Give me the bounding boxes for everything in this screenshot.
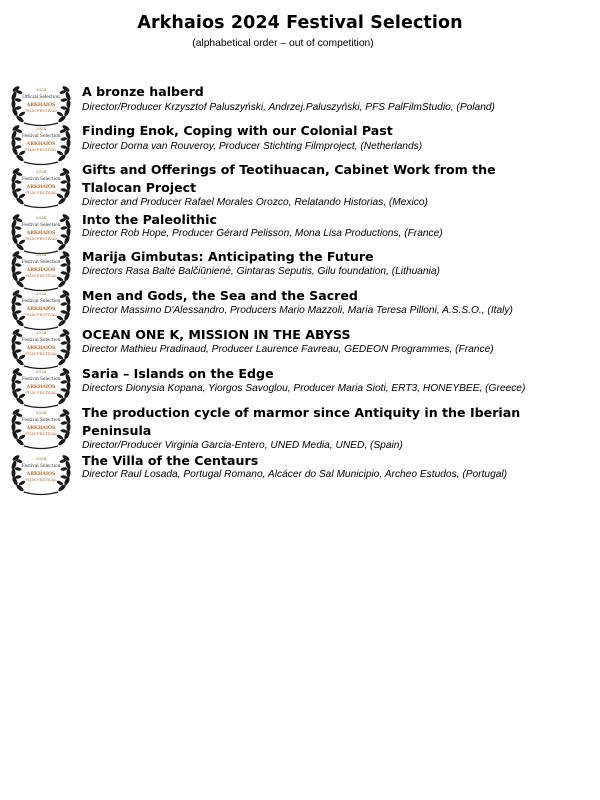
svg-text:2024: 2024 [35,291,47,296]
svg-text:ARKHAIOS: ARKHAIOS [26,231,56,236]
film-credits: Director Mathieu Pradinaud, Producer Laurence Favreau, GEDEON Programmes, (France) [82,344,494,355]
svg-text:Festival Selection: Festival Selection [21,377,61,382]
svg-text:Festival Selection: Festival Selection [21,223,61,228]
festival-laurel-icon [10,365,72,409]
svg-text:2024: 2024 [35,169,47,174]
svg-text:2024: 2024 [35,456,47,461]
festival-laurel-icon [10,165,72,209]
svg-text:FILM FESTIVAL: FILM FESTIVAL [25,236,57,241]
svg-text:FILM FESTIVAL: FILM FESTIVAL [25,351,57,356]
film-credits: Director Massimo D'Alessandro, Producers Mario Mazzoli, Maria Teresa Pilloni, A.S.S.O., (Italy) [82,305,513,316]
festival-laurel-icon [10,452,72,496]
film-title: Gifts and Offerings of Teotihuacan, Cabinet Work from the Tlalocan Project [82,162,496,195]
svg-text:ARKHAIOS: ARKHAIOS [26,307,56,312]
svg-text:FILM FESTIVAL: FILM FESTIVAL [25,273,57,278]
svg-text:ARKHAIOS: ARKHAIOS [26,426,56,431]
film-credits: Director Rob Hope, Producer Gérard Pelisson, Mona Lisa Productions, (France) [82,228,443,239]
svg-text:Festival Selection: Festival Selection [21,134,61,139]
film-title: A bronze halberd [82,84,204,99]
svg-text:ARKHAIOS: ARKHAIOS [26,268,56,273]
svg-text:2024: 2024 [35,252,47,257]
svg-text:ARKHAIOS: ARKHAIOS [26,185,56,190]
svg-text:FILM FESTIVAL: FILM FESTIVAL [25,312,57,317]
svg-text:FILM FESTIVAL: FILM FESTIVAL [25,147,57,152]
festival-laurel-icon [10,287,72,331]
svg-text:Festival Selection: Festival Selection [21,338,61,343]
page-title: Arkhaios 2024 Festival Selection [137,13,463,33]
svg-text:ARKHAIOS: ARKHAIOS [26,103,56,108]
film-title: The production cycle of marmor since Antiquity in the Iberian Peninsula [82,405,521,438]
svg-text:FILM FESTIVAL: FILM FESTIVAL [25,431,57,436]
svg-text:Festival Selection: Festival Selection [21,260,61,265]
svg-text:FILM FESTIVAL: FILM FESTIVAL [25,477,57,482]
svg-text:ARKHAIOS: ARKHAIOS [26,346,56,351]
film-credits: Director/Producer Krzysztof Paluszyński, Andrzej.Paluszyński, PFS PalFilmStudio, (Poland) [82,102,495,113]
svg-text:2024: 2024 [35,87,47,92]
film-credits: Director/Producer Virginia Garcia-Entero, UNED Media, UNED, (Spain) [82,440,403,451]
film-title: Into the Paleolithic [82,212,217,227]
festival-laurel-icon [10,83,72,127]
svg-text:FILM FESTIVAL: FILM FESTIVAL [25,108,57,113]
film-credits: Director and Producer Rafael Morales Orozco, Relatando Historias, (Mexico) [82,197,428,208]
svg-text:FILM FESTIVAL: FILM FESTIVAL [25,390,57,395]
film-title: Finding Enok, Coping with our Colonial Past [82,123,393,138]
film-title: Men and Gods, the Sea and the Sacred [82,288,358,303]
page-subtitle: (alphabetical order – out of competition) [192,38,374,49]
svg-text:FILM FESTIVAL: FILM FESTIVAL [25,190,57,195]
film-credits: Directors Dionysia Kopana, Yiorgos Savoglou, Producer Maria Sioti, ERT3, HONEYBEE, (Greece) [82,383,526,394]
festival-laurel-icon [10,326,72,370]
film-credits: Director Raul Losada, Portugal Romano, Alcácer do Sal Municipio, Archeo Estudos, (Portugal) [82,469,508,480]
film-title: Saria – Islands on the Edge [82,366,274,381]
festival-laurel-icon [10,122,72,166]
film-title: OCEAN ONE K, MISSION IN THE ABYSS [82,327,351,342]
svg-text:2024: 2024 [35,126,47,131]
svg-text:2024: 2024 [35,410,47,415]
svg-text:Festival Selection: Festival Selection [21,464,61,469]
film-title: Marija Gimbutas: Anticipating the Future [82,249,374,264]
svg-text:2024: 2024 [35,330,47,335]
svg-text:2024: 2024 [35,369,47,374]
svg-text:ARKHAIOS: ARKHAIOS [26,142,56,147]
svg-text:Festival Selection: Festival Selection [21,177,61,182]
svg-text:2024: 2024 [35,215,47,220]
svg-text:Official Selection: Official Selection [22,95,60,100]
svg-text:ARKHAIOS: ARKHAIOS [26,385,56,390]
festival-laurel-icon [10,406,72,450]
svg-text:Festival Selection: Festival Selection [21,418,61,423]
festival-laurel-icon [10,248,72,292]
svg-text:ARKHAIOS: ARKHAIOS [26,472,56,477]
film-title: The Villa of the Centaurs [82,453,259,468]
film-credits: Directors Rasa Baltė Balčiūnienė, Gintaras Seputis, Gilu foundation, (Lithuania) [82,266,440,277]
film-credits: Director Dorna van Rouveroy, Producer Stichting Filmproject, (Netherlands) [82,141,423,152]
svg-text:Festival Selection: Festival Selection [21,299,61,304]
